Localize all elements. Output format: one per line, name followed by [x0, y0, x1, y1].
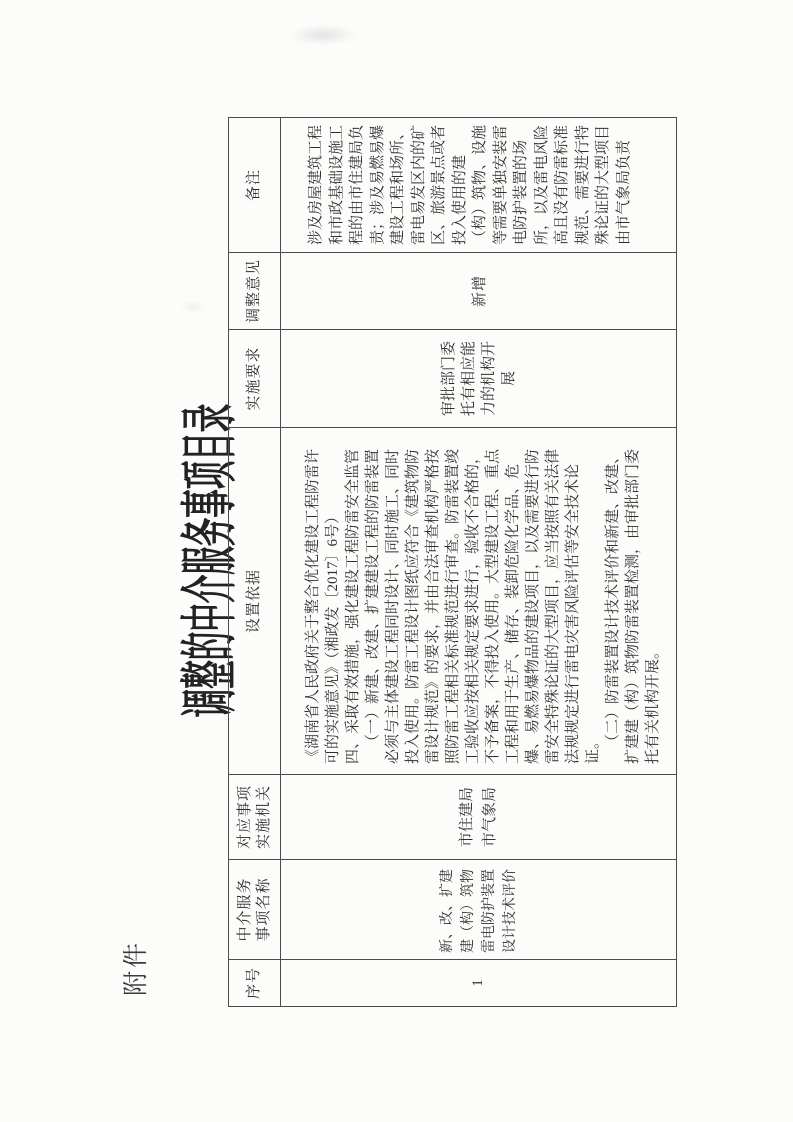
header-agency-line1: 对应事项 [236, 785, 253, 850]
cell-service-name [281, 860, 677, 960]
cell-basis [281, 428, 677, 775]
cell-note [281, 118, 677, 253]
basis-paragraph: （二）防雷装置设计技术评价和新建、改建、扩建建（构）筑物防雷装置检测，由审批部门委托有关机构开展。 [605, 448, 661, 764]
header-agency-line2: 实施机关 [255, 785, 272, 850]
header-adjustment-label: 调整意见 [246, 259, 262, 324]
header-note [229, 118, 281, 253]
header-name-line1: 中介服务 [236, 877, 253, 942]
basis-paragraph: （一）新建、改建、扩建建设工程的防雷装置必须与主体建设工程同时设计、同时施工、同时投入使用。防雷工程设计图纸应符合《建筑物防雷设计规范》的要求，并由合法审查机构严格按照防雷工程相关标准规范进行审查。防雷装置竣工验收应按相关规定要求进行，验收不合格的，不予备案，不得投入使用。大型建设工程、重点工程和用于生产、储存、装卸危险化学品、危爆、易燃易爆物品的建设项目，以及需要进行防雷安全特殊论证的大型项目，应当按照有关法律法规规定进行雷电灾害风险评估等安全技术论证。 [365, 448, 601, 764]
header-name-line2: 事项名称 [255, 877, 272, 942]
header-basis-label: 设置依据 [246, 569, 262, 634]
note-text: 涉及房屋建筑工程和市政基础设施工程的由市住建局负责；涉及易燃易爆建设工程和场所、雷电易发区内的矿区、旅游景点或者投入使用的建（构）筑物、设施等需要单独安装雷电防护装置的场所，以及雷电风险高且没有防雷标准规范、需要进行特殊论证的大型项目由市气象局负责 [308, 124, 632, 245]
header-name [229, 860, 281, 960]
header-adjustment [229, 253, 281, 330]
agency-line2: 市气象局 [481, 787, 498, 848]
requirement-text: 审批部门委托有相应能力的机构开展 [440, 341, 517, 417]
basis-paragraph: 《湖南省人民政府关于整合优化建设工程防雷许可的实施意见》（湘政发〔2017〕6号） [305, 448, 341, 764]
cell-adjustment: 新增 [281, 253, 677, 330]
header-note-label: 备注 [246, 169, 262, 202]
header-requirement [229, 330, 281, 428]
cell-seq: 1 [281, 960, 677, 1007]
cell-requirement [281, 330, 677, 428]
table-row [281, 118, 677, 1007]
header-requirement-label: 实施要求 [246, 346, 262, 411]
attachment-label: 附件 [123, 939, 150, 996]
table-header-row [229, 118, 281, 1007]
cell-agency [281, 775, 677, 860]
service-name-text: 新、改、扩建建（构）筑物雷电防护装置设计技术评价 [439, 869, 518, 953]
catalog-table [228, 117, 677, 1007]
agency-line1: 市住建局 [458, 787, 475, 848]
header-agency [229, 775, 281, 860]
basis-paragraph: 四、采取有效措施，强化建设工程防雷安全监管 [345, 448, 361, 764]
header-seq-label: 序号 [246, 967, 262, 1000]
header-seq [229, 960, 281, 1007]
page-title-text: 调整的中介服务事项目录 [179, 404, 242, 718]
header-basis [229, 428, 281, 775]
